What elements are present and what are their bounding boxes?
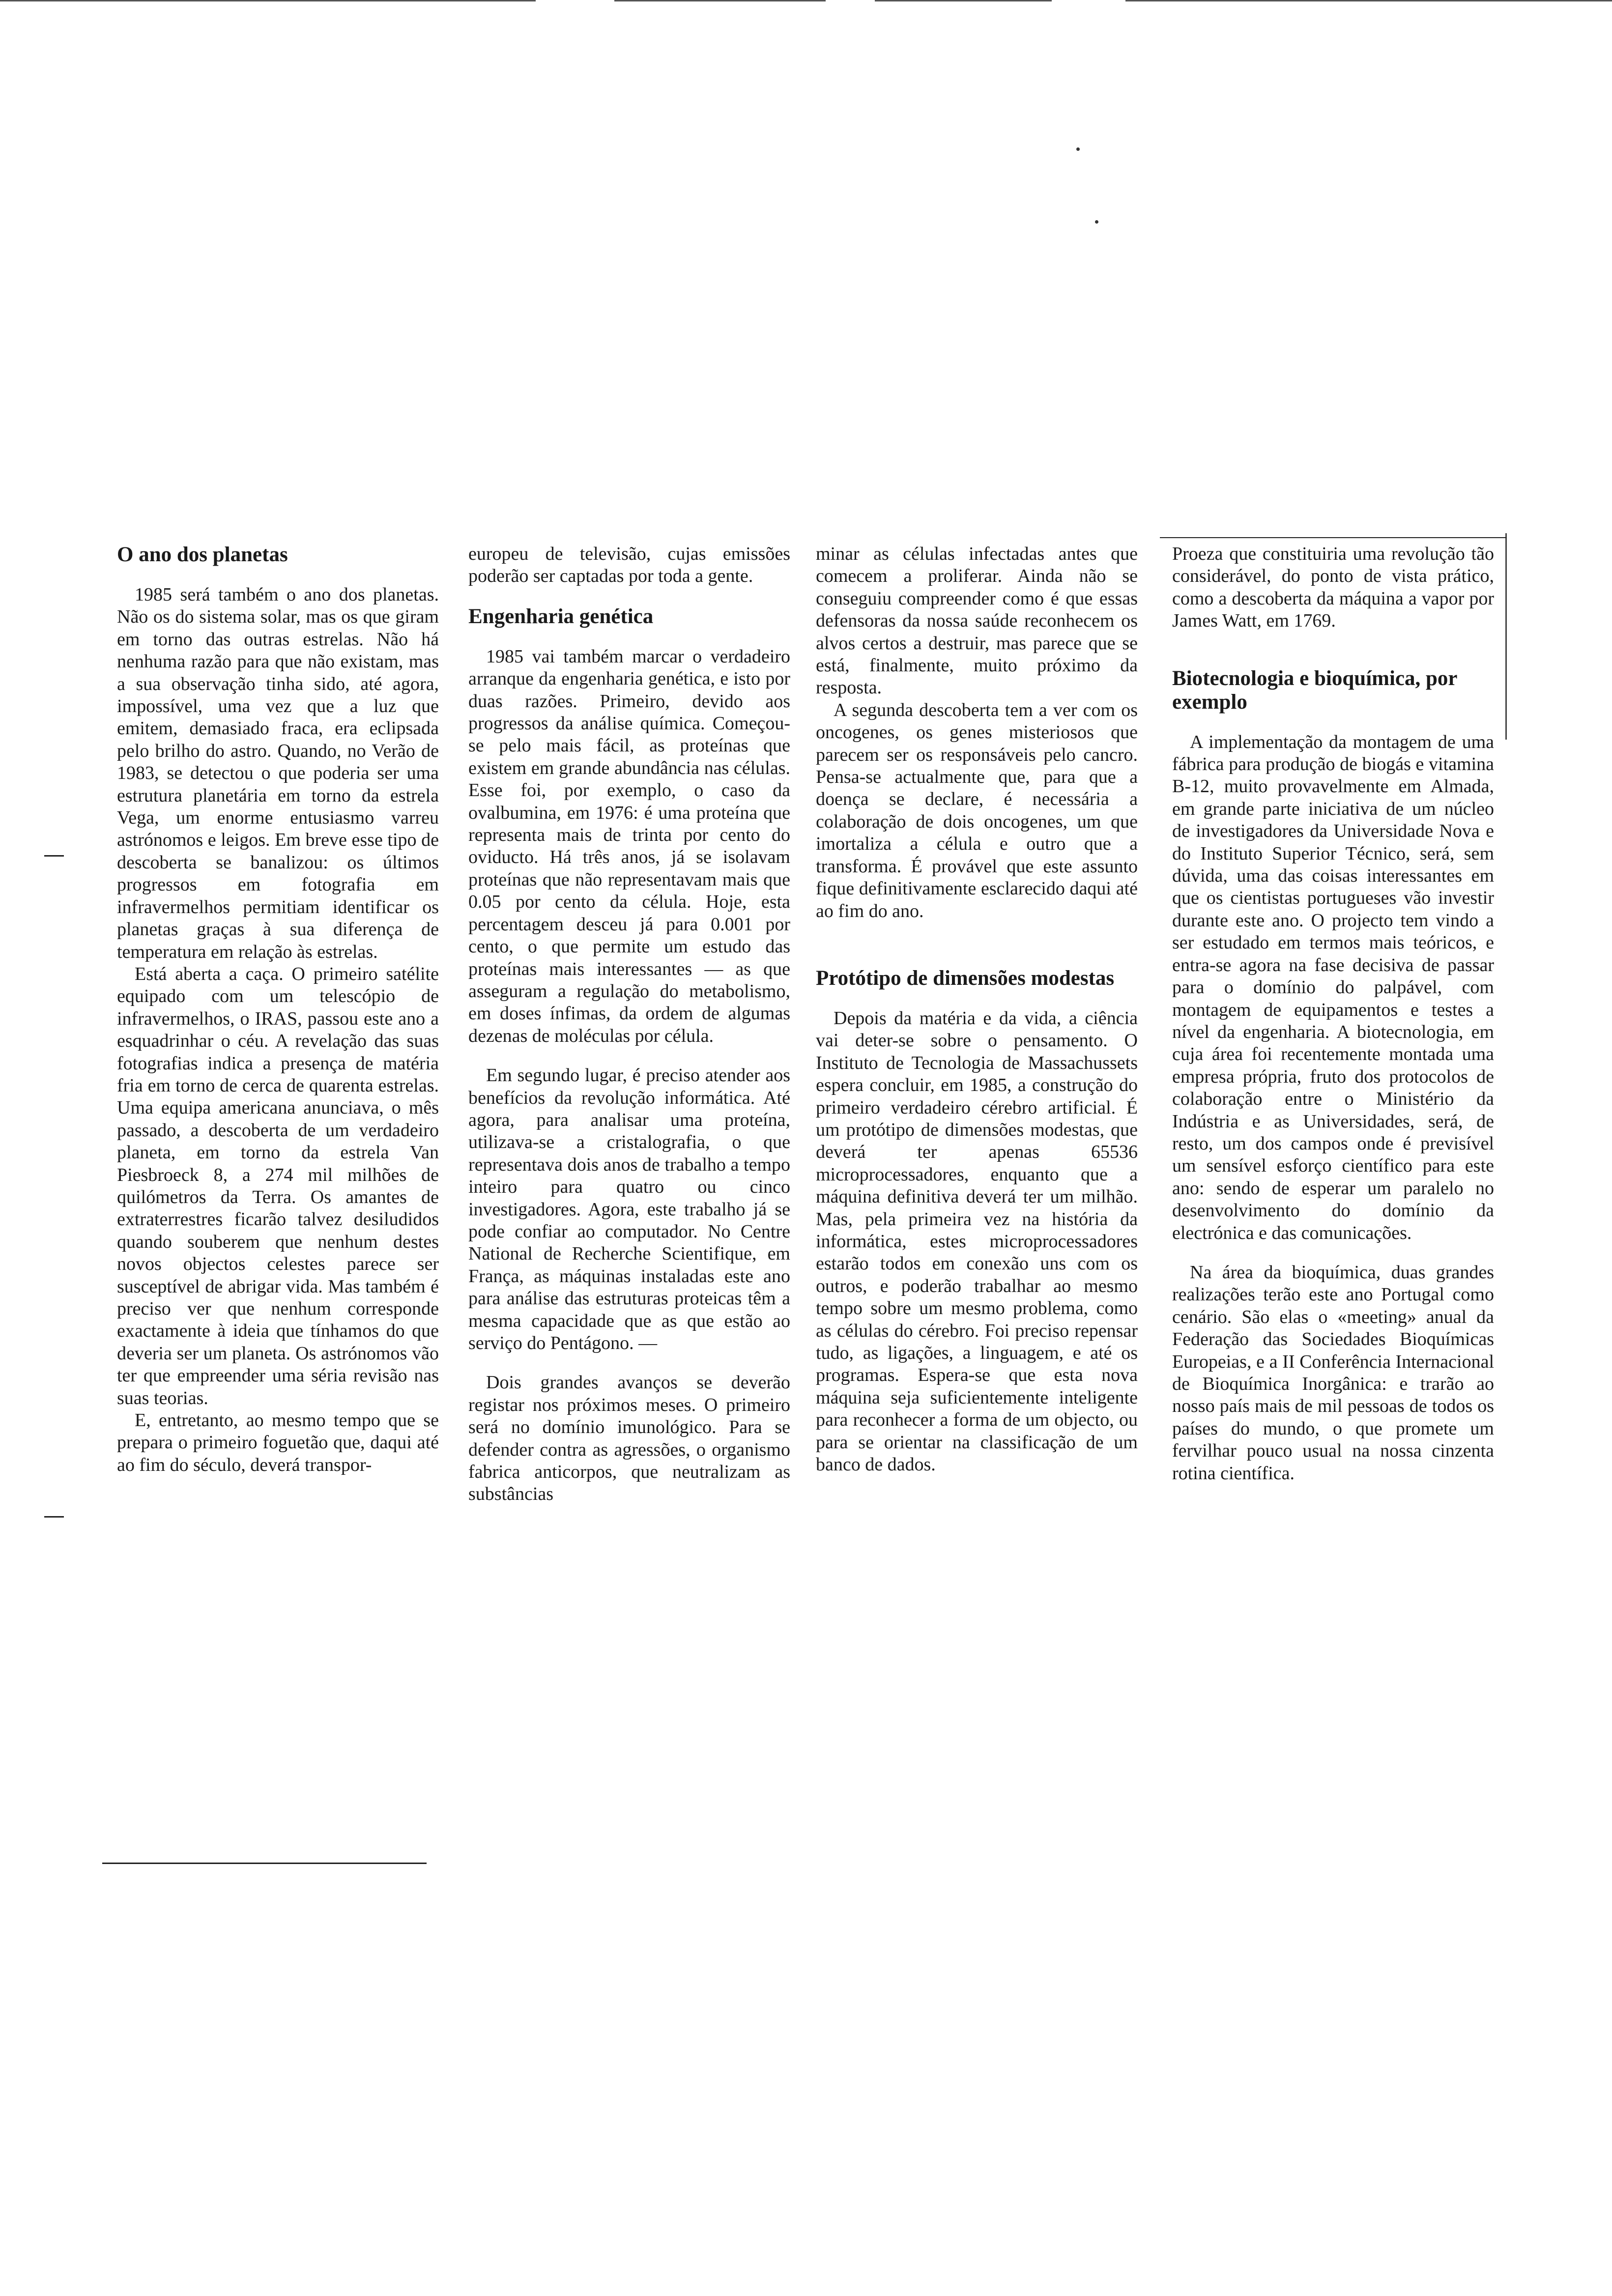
paragraph: minar as células infectadas antes que comecem a proliferar. Ainda não se conseguiu compreender como é que essas defensoras da nossa saúde reconhecem os alvos certos a destruir, mas parece que se está, finalmente, muito próximo da resposta. (816, 544, 1138, 698)
paragraph: Depois da matéria e da vida, a ciência vai deter-se sobre o pensamento. O Instituto de Tecnologia de Massachussets espera concluir, em 1985, a construção do primeiro verdadeiro cérebro artificial. É um protótipo de dimensões modestas, que deverá ter apenas 65536 microprocessadores, enquanto que a máquina definitiva deverá ter um milhão. Mas, pela primeira vez na história da informática, estes microprocessadores estarão todos em conexão uns com os outros, e poderão trabalhar ao mesmo tempo sobre um mesmo problema, como as células do cérebro. Foi preciso repensar tudo, as ligações, a linguagem, e até os programas. Espera-se que esta nova máquina seja suficientemente inteligente para reconhecer a forma de um objecto, ou para se orientar na classificação de um banco de dados. (816, 1007, 1138, 1475)
heading-engenharia-genetica: Engenharia genética (468, 604, 654, 628)
scan-edge-line (875, 0, 1052, 1)
paragraph: Está aberta a caça. O primeiro satélite equipado com um telescópio de infravermelhos, o IRAS, passou este ano a esquadrinhar o céu. A revelação das suas fotografias indica a presença de matéria fria em torno de cerca de quarenta estrelas. Uma equipa americana anunciava, o mês passado, a descoberta de um verdadeiro planeta, em torno da estrela Van Piesbroeck 8, a 274 mil milhões de quilómetros da Terra. Os amantes de extraterrestres ficarão talvez desiludidos quando souberem que nenhum destes novos objectos celestes parece ser susceptível de abrigar vida. Mas também é preciso ver que nenhum corresponde exactamente à ideia que tínhamos do que deveria ser um planeta. Os astrónomos vão ter que empreender uma séria revisão nas suas teorias. (117, 963, 439, 1408)
scan-edge-line (0, 0, 536, 1)
column-4 (1172, 543, 1494, 1485)
paragraph: 1985 vai também marcar o verdadeiro arranque da engenharia genética, e isto por duas razões. Primeiro, devido aos progressos da análise química. Começou-se pelo mais fácil, as proteínas que existem em grande abundância nas células. Esse foi, por exemplo, o caso da ovalbumina, em 1976: é uma proteína que representa mais de trinta por cento do oviducto. Há três anos, já se isolavam proteínas que não representavam mais que 0.05 por cento da célula. Hoje, esta percentagem desceu já para 0.001 por cento, o que permite um estudo das proteínas mais interessantes — as que asseguram a regulação do metabolismo, em doses ínfimas, da ordem de algumas dezenas de moléculas por célula. (468, 646, 790, 1046)
paragraph: E, entretanto, ao mesmo tempo que se prepara o primeiro foguetão que, daqui até ao fim do século, deverá transpor- (117, 1410, 439, 1475)
scan-mark (44, 1516, 64, 1518)
scan-speck (1095, 220, 1098, 224)
paragraph: A segunda descoberta tem a ver com os oncogenes, os genes misteriosos que parecem ser os responsáveis pelo cancro. Pensa-se actualmente que, para que a doença se declare, é necessária a colaboração de dois oncogenes, um que imortaliza a célula e outro que a transforma. É provável que este assunto fique definitivamente esclarecido daqui até ao fim do ano. (816, 699, 1138, 921)
heading-ano-dos-planetas: O ano dos planetas (117, 543, 288, 566)
scan-edge-line (614, 0, 826, 1)
clipping-edge (1505, 533, 1507, 740)
scan-edge-line (1125, 0, 1612, 1)
paragraph: europeu de televisão, cujas emissões poderão ser captadas por toda a gente. (468, 544, 790, 587)
clipping-edge (1160, 537, 1506, 538)
heading-prototipo: Protótipo de dimensões modestas (816, 966, 1115, 990)
paragraph: Em segundo lugar, é preciso atender aos benefícios da revolução informática. Até agora, para analisar uma proteína, utilizava-se a cristalografia, o que representava dois anos de trabalho a tempo inteiro para quatro ou cinco investigadores. Agora, este trabalho já se pode confiar ao computador. No Centre National de Recherche Scientifique, em França, as máquinas instaladas este ano para análise das estruturas proteicas têm a mesma capacidade que as que estão ao serviço do Pentágono. — (468, 1065, 790, 1353)
paragraph: A implementação da montagem de uma fábrica para produção de biogás e vitamina B-12, muito provavelmente em Almada, em grande parte iniciativa de um núcleo de investigadores da Universidade Nova e do Instituto Superior Técnico, será, sem dúvida, uma das coisas interessantes em que os cientistas portugueses vão investir durante este ano. O projecto tem vindo a ser estudado em termos mais teóricos, e entra-se agora na fase decisiva de passar para o domínio do palpável, com montagem de equipamentos e testes a nível da engenharia. A biotecnologia, em cuja área foi recentemente montada uma empresa própria, fruto dos protocolos de colaboração entre o Ministério da Indústria e as Universidades, será, de resto, um dos campos onde é previsível um sensível esforço científico para este ano: sendo de esperar um paralelo no desenvolvimento do domínio da electrónica e das comunicações. (1172, 731, 1494, 1243)
paragraph: Dois grandes avanços se deverão registar nos próximos meses. O primeiro será no domínio imunológico. Para se defender contra as agressões, o organismo fabrica anticorpos, que neutralizam as substâncias (468, 1372, 790, 1505)
column-1 (117, 543, 439, 1476)
paragraph: Na área da bioquímica, duas grandes realizações terão este ano Portugal como cenário. São elas o «meeting» anual da Federação das Sociedades Bioquímicas Europeias, e a II Conferência Internacional de Bioquímica Inorgânica: e trarão ao nosso país mais de mil pessoas de todos os países do mundo, o que promete um fervilhar pouco usual na nossa cinzenta rotina científica. (1172, 1262, 1494, 1484)
paragraph: 1985 será também o ano dos planetas. Não os do sistema solar, mas os que giram em torno das outras estrelas. Não há nenhuma razão para que não existam, mas a sua observação tinha sido, até agora, impossível, uma vez que a luz que emitem, demasiado fraca, era eclipsada pelo brilho do astro. Quando, no Verão de 1983, se detectou o que poderia ser uma estrutura planetária em torno da estrela Vega, um enorme entusiasmo varreu astrónomos e leigos. Em breve esse tipo de descoberta se banalizou: os últimos progressos em fotografia em infravermelhos permitiam identificar os planetas graças à sua diferença de temperatura em relação às estrelas. (117, 584, 439, 962)
heading-biotecnologia: Biotecnologia e bioquímica, por exemplo (1172, 666, 1457, 714)
column-2 (468, 543, 790, 1506)
column-end-rule (102, 1863, 427, 1864)
scan-speck (1076, 147, 1080, 151)
paragraph: Proeza que constituiria uma revolução tão considerável, do ponto de vista prático, como a descoberta da máquina a vapor por James Watt, em 1769. (1172, 544, 1494, 631)
column-3 (816, 543, 1138, 1476)
scan-mark (44, 855, 64, 857)
